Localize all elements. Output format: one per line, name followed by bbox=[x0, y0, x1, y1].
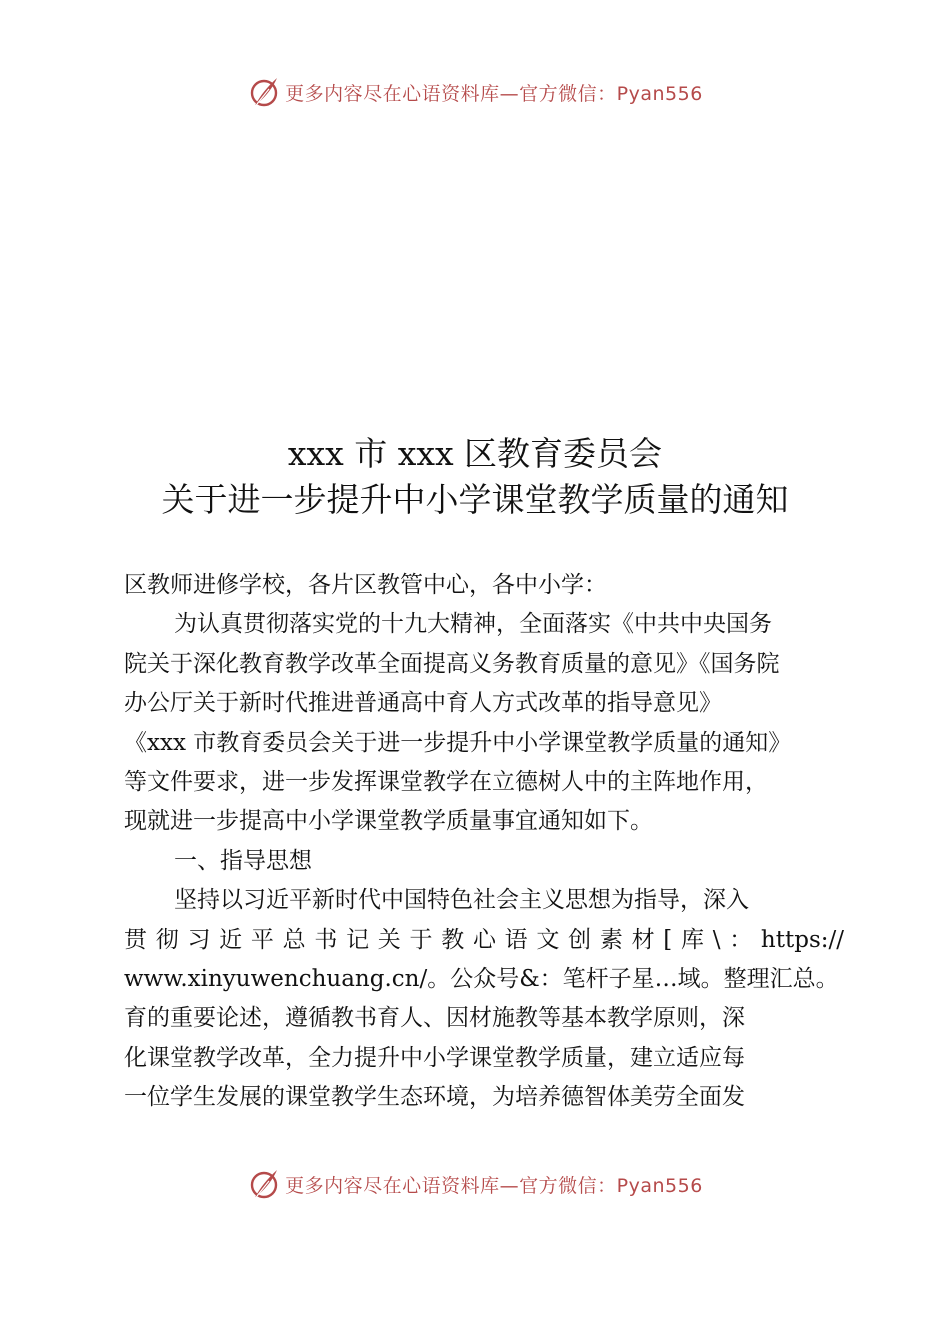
document-body bbox=[124, 566, 844, 1117]
salutation: 区教师进修学校，各片区教管中心，各中小学： bbox=[124, 572, 607, 598]
banner-text: 更多内容尽在心语资料库—官方微信：Pyan556 bbox=[285, 82, 703, 105]
body-line: 坚持以习近平新时代中国特色社会主义思想为指导，深入 bbox=[174, 887, 749, 914]
document-title-line-1: xxx 市 xxx 区教育委员会 bbox=[287, 434, 663, 473]
body-line: 办公厅关于新时代推进普通高中育人方式改革的指导意见》 bbox=[124, 690, 722, 717]
body-line: 贯彻习近平总书记关于教心语文创素材[库\：https:// bbox=[124, 926, 844, 953]
body-line: 等文件要求，进一步发挥课堂教学在立德树人中的主阵地作用， bbox=[124, 768, 768, 795]
quill-in-circle-logo-icon bbox=[247, 75, 281, 109]
body-line: 为认真贯彻落实党的十九大精神，全面落实《中共中央国务 bbox=[174, 611, 772, 638]
body-line: 育的重要论述，遵循教书育人、因材施教等基本教学原则，深 bbox=[124, 1005, 745, 1032]
header-banner bbox=[0, 72, 950, 112]
footer-banner bbox=[0, 1164, 950, 1204]
body-line: www.xinyuwenchuang.cn/。公众号&：笔杆子星…域。整理汇总。 bbox=[124, 965, 839, 992]
body-line: 《xxx 市教育委员会关于进一步提升中小学课堂教学质量的通知》 bbox=[124, 729, 792, 756]
quill-in-circle-logo-icon bbox=[247, 1167, 281, 1201]
body-line: 一位学生发展的课堂教学生态环境，为培养德智体美劳全面发 bbox=[124, 1084, 745, 1111]
section-heading: 一、指导思想 bbox=[174, 847, 312, 874]
body-line: 院关于深化教育教学改革全面提高义务教育质量的意见》《国务院 bbox=[124, 650, 780, 677]
body-line: 现就进一步提高中小学课堂教学质量事宜通知如下。 bbox=[124, 808, 653, 835]
document-title-line-2: 关于进一步提升中小学课堂教学质量的通知 bbox=[161, 480, 789, 519]
body-line: 化课堂教学改革，全力提升中小学课堂教学质量，建立适应每 bbox=[124, 1044, 745, 1071]
banner-text: 更多内容尽在心语资料库—官方微信：Pyan556 bbox=[285, 1174, 703, 1197]
